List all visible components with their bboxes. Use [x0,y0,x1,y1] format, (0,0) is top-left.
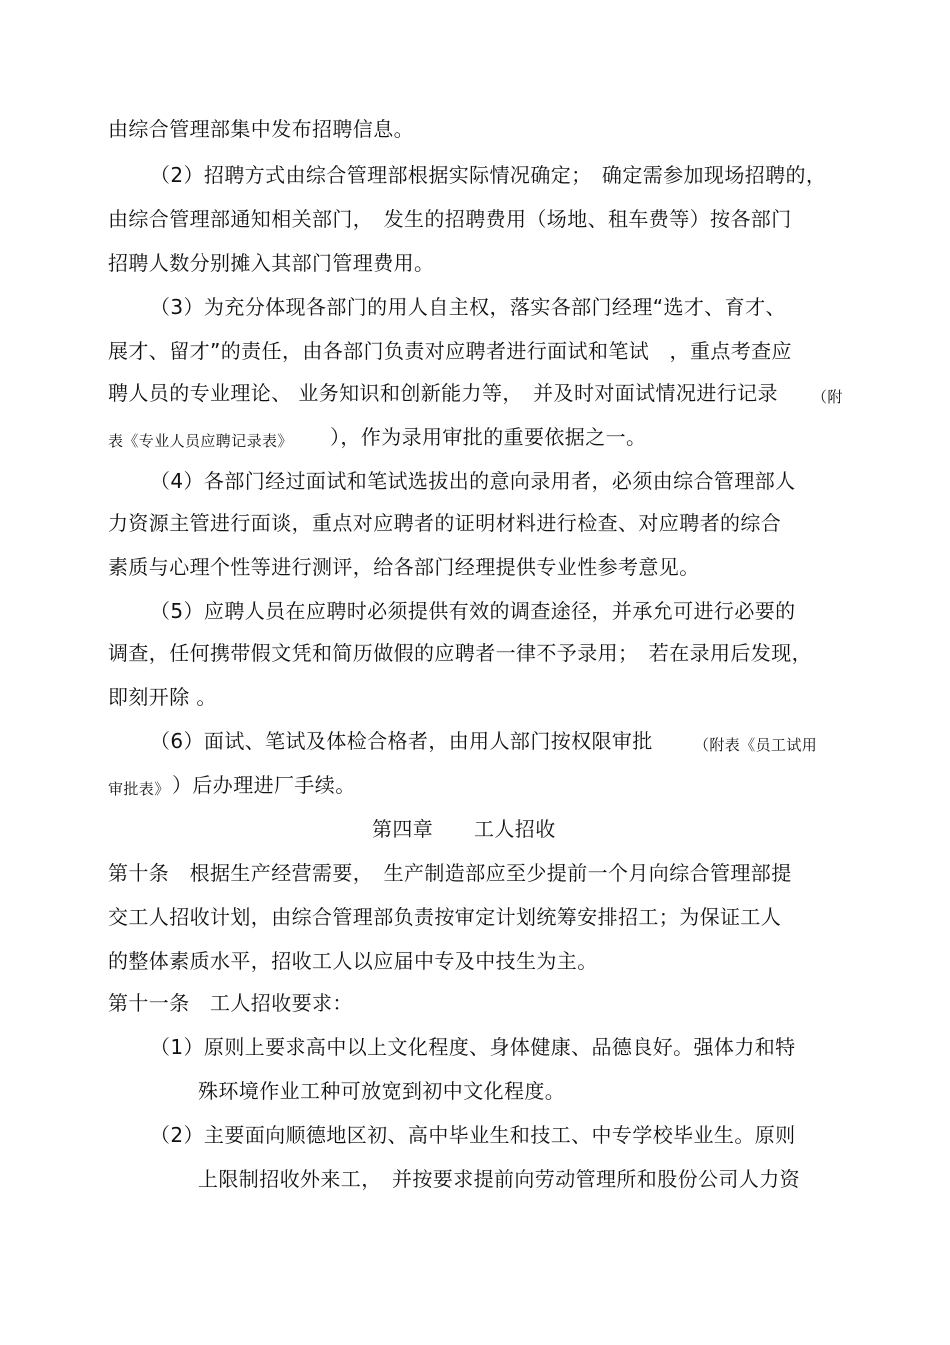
list-item-line: 上限制招收外来工， 并按要求提前向劳动管理所和股份公司人力资 [198,1167,800,1191]
paragraph-line: 聘人员的专业理论、 业务知识和创新能力等， 并及时对面试情况进行记录 [108,381,778,405]
list-item-line: （1）原则上要求高中以上文化程度、身体健康、品德良好。强体力和特 [150,1035,796,1059]
paragraph-line-small: （附表《员工试用 [694,736,818,754]
list-item-line: 殊环境作业工种可放宽到初中文化程度。 [198,1079,566,1103]
paragraph-line: （6）面试、笔试及体检合格者，由用人部门按权限审批 [150,729,653,753]
list-item-line: （2）主要面向顺德地区初、高中毕业生和技工、中专学校毕业生。原则 [150,1123,796,1147]
paragraph-line: 素质与心理个性等进行测评，给各部门经理提供专业性参考意见。 [108,555,700,579]
paragraph-line: 由综合管理部集中发布招聘信息。 [108,117,414,141]
paragraph-line: ）后办理进厂手续。 [172,773,356,797]
paragraph-line: 交工人招收计划，由综合管理部负责按审定计划统筹安排招工；为保证工人 [108,905,782,929]
paragraph-line: （3）为充分体现各部门的用人自主权，落实各部门经理“选才、育才、 [150,295,786,319]
paragraph-line: 力资源主管进行面谈，重点对应聘者的证明材料进行检查、对应聘者的综合 [108,511,782,535]
paragraph-line: 即刻开除 。 [108,685,217,709]
paragraph-line: ），作为录用审批的重要依据之一。 [330,425,647,449]
paragraph-line: 第十一条 工人招收要求： [108,991,353,1015]
paragraph-line-small: （附 [812,388,843,406]
paragraph-line: （5）应聘人员在应聘时必须提供有效的调查途径，并承允可进行必要的 [150,599,796,623]
paragraph-line-small: 审批表》 [108,780,170,798]
paragraph-line: 调查，任何携带假文凭和简历做假的应聘者一律不予录用； 若在录用后发现， [108,641,812,665]
paragraph-line: （4）各部门经过面试和笔试选拔出的意向录用者，必须由综合管理部人 [150,469,796,493]
paragraph-line: 由综合管理部通知相关部门， 发生的招聘费用（场地、租车费等）按各部门 [108,207,792,231]
paragraph-line: 的整体素质水平，招收工人以应届中专及中技生为主。 [108,949,598,973]
paragraph-line: 招聘人数分别摊入其部门管理费用。 [108,251,435,275]
chapter-heading: 第四章 工人招收 [372,817,556,841]
paragraph-line-small: 表《专业人员应聘记录表》 [108,432,293,450]
paragraph-line: （2）招聘方式由综合管理部根据实际情况确定； 确定需参加现场招聘的， [150,163,827,187]
paragraph-line: 第十条 根据生产经营需要， 生产制造部应至少提前一个月向综合管理部提 [108,861,792,885]
paragraph-line: 展才、留才”的责任，由各部门负责对应聘者进行面试和笔试 ，重点考查应 [108,339,792,363]
